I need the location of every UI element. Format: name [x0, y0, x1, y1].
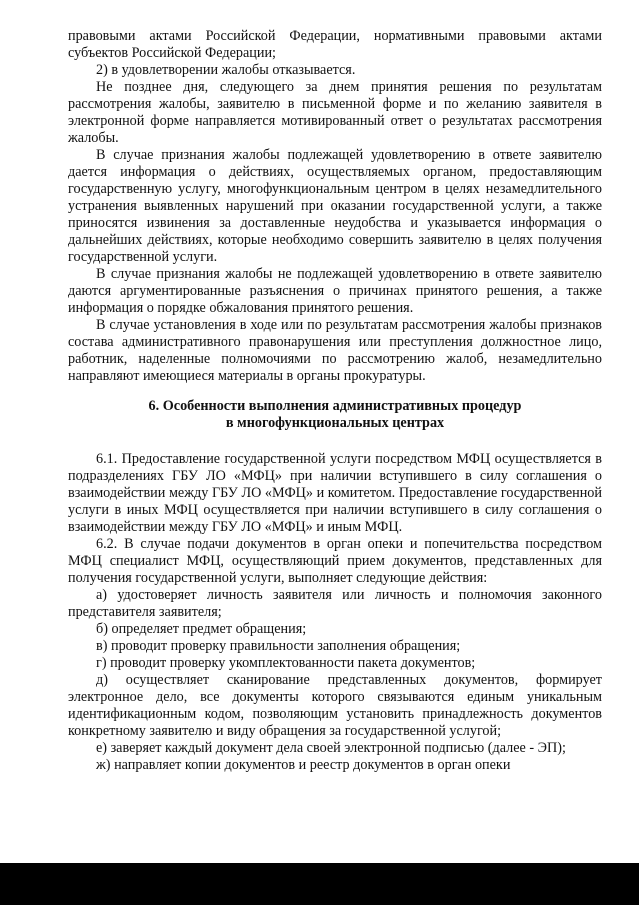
paragraph: 2) в удовлетворении жалобы отказывается.: [96, 62, 356, 78]
section-heading: [68, 398, 602, 432]
list-item: а) удостоверяет личность заявителя или личность и полномочия законного представителя заявителя;: [68, 587, 602, 620]
paragraph: правовыми актами Российской Федерации, нормативными правовыми актами субъектов Российской Федерации;: [68, 28, 602, 61]
section-heading-line2: в многофункциональных центрах: [225, 415, 445, 431]
paragraph: В случае признания жалобы подлежащей удовлетворению в ответе заявителю дается информация о действиях, осуществляемых органом, предоставляющим государственную услугу, многофункциональным центром в целях незамедлительного устранения выявленных нарушений при оказании государственной услуги, а также приносятся извинения за доставленные неудобства и указывается информация о дальнейших действиях, которые необходимо совершить заявителю в целях получения государственной услуги.: [68, 147, 602, 265]
scan-border-bar: [0, 863, 639, 905]
list-item: в) проводит проверку правильности заполнения обращения;: [96, 638, 461, 654]
list-item: г) проводит проверку укомплектованности пакета документов;: [96, 655, 476, 671]
paragraph: В случае установления в ходе или по результатам рассмотрения жалобы признаков состава административного правонарушения или преступления должностное лицо, работник, наделенные полномочиями по рассмотрению жалоб, незамедлительно направляют имеющиеся материалы в органы прокуратуры.: [68, 317, 602, 384]
section-heading-line1: 6. Особенности выполнения административных процедур: [148, 398, 522, 414]
paragraph: 6.1. Предоставление государственной услуги посредством МФЦ осуществляется в подразделениях ГБУ ЛО «МФЦ» при наличии вступившего в силу соглашения о взаимодействии между ГБУ ЛО «МФЦ» и комитетом. Предоставление государственной услуги в иных МФЦ осуществляется при наличии вступившего в силу соглашения о взаимодействии между ГБУ ЛО «МФЦ» и иным МФЦ.: [68, 451, 602, 535]
list-item: д) осуществляет сканирование представленных документов, формирует электронное дело, все документы которого связываются единым уникальным идентификационным кодом, позволяющим установить принадлежность документов конкретному заявителю и виду обращения за государственной услугой;: [68, 672, 602, 739]
paragraph: 6.2. В случае подачи документов в орган опеки и попечительства посредством МФЦ специалист МФЦ, осуществляющий прием документов, представленных для получения государственной услуги, выполняет следующие действия:: [68, 536, 602, 586]
list-item: б) определяет предмет обращения;: [96, 621, 307, 637]
paragraph: В случае признания жалобы не подлежащей удовлетворению в ответе заявителю даются аргументированные разъяснения о причинах принятого решения, а также информация о порядке обжалования принятого решения.: [68, 266, 602, 316]
document-body: [68, 28, 602, 774]
list-item: ж) направляет копии документов и реестр документов в орган опеки: [96, 757, 511, 773]
paragraph: Не позднее дня, следующего за днем принятия решения по результатам рассмотрения жалобы, заявителю в письменной форме и по желанию заявителя в электронной форме направляется мотивированный ответ о результатах рассмотрения жалобы.: [68, 79, 602, 146]
list-item: е) заверяет каждый документ дела своей электронной подписью (далее - ЭП);: [96, 740, 566, 756]
